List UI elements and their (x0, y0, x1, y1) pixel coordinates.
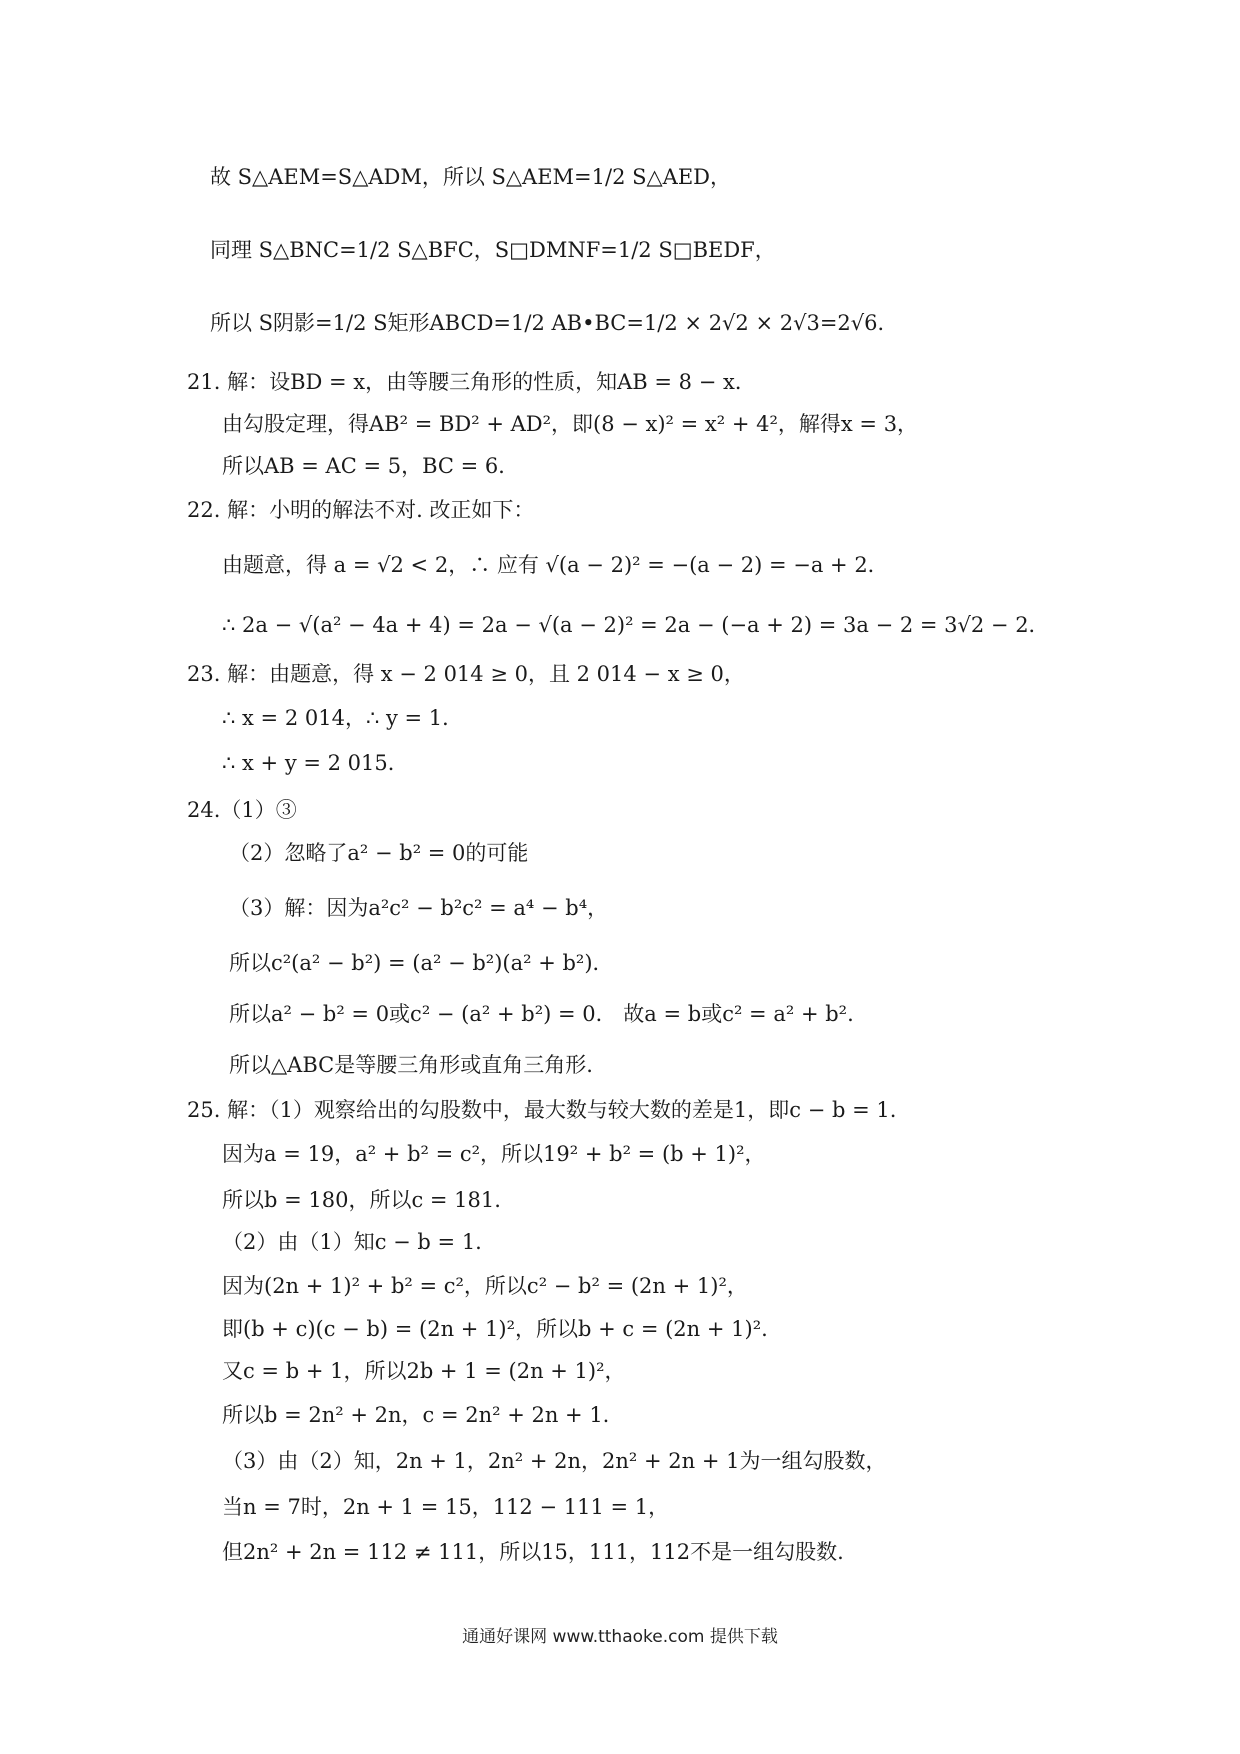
text-line: 所以 S阴影=1/2 S矩形ABCD=1/2 AB•BC=1/2 × 2√2 × 2√3=2√6． (210, 311, 899, 335)
page-footer: 通通好课网 www.tthaoke.com 提供下载 (462, 1627, 778, 1647)
text-line: 所以AB = AC = 5，BC = 6． (222, 454, 520, 478)
text-line: 由题意，得 a = √2 < 2，∴ 应有 √(a − 2)² = −(a − 2) = −a + 2． (222, 553, 889, 577)
question-21-line: 21. 解：设BD = x，由等腰三角形的性质，知AB = 8 − x． (187, 370, 756, 394)
text-line: ∴ x + y = 2 015． (222, 751, 409, 775)
question-25-line: 25. 解：（1）观察给出的勾股数中，最大数与较大数的差是1，即c − b = 1. (187, 1098, 897, 1122)
text-line: 所以△ABC是等腰三角形或直角三角形. (229, 1053, 593, 1077)
question-24-line: 24.（1）③ (187, 798, 297, 822)
text-line: （2）忽略了a² − b² = 0的可能 (229, 841, 529, 865)
text-line: 同理 S△BNC=1/2 S△BFC，S□DMNF=1/2 S□BEDF， (210, 238, 776, 262)
text-line: 所以b = 180，所以c = 181. (222, 1188, 501, 1212)
text-line: （3）解：因为a²c² − b²c² = a⁴ − b⁴， (229, 896, 609, 920)
text-line: 又c = b + 1，所以2b + 1 = (2n + 1)²， (222, 1359, 626, 1383)
text-line: 但2n² + 2n = 112 ≠ 111，所以15，111，112不是一组勾股数. (222, 1540, 844, 1564)
text-line: ∴ x = 2 014，∴ y = 1． (222, 706, 464, 730)
text-line: （3）由（2）知，2n + 1，2n² + 2n，2n² + 2n + 1为一组勾股数， (222, 1449, 887, 1473)
text-line: （2）由（1）知c − b = 1. (222, 1230, 482, 1254)
text-line: 所以b = 2n² + 2n，c = 2n² + 2n + 1. (222, 1403, 610, 1427)
text-line: 因为a = 19，a² + b² = c²，所以19² + b² = (b + 1)²， (222, 1142, 766, 1166)
text-line: 因为(2n + 1)² + b² = c²，所以c² − b² = (2n + 1)²， (222, 1274, 748, 1298)
text-line: 即(b + c)(c − b) = (2n + 1)²，所以b + c = (2n + 1)². (222, 1317, 768, 1341)
question-22-line: 22. 解：小明的解法不对. 改正如下： (187, 498, 535, 522)
text-line: ∴ 2a − √(a² − 4a + 4) = 2a − √(a − 2)² = 2a − (−a + 2) = 3a − 2 = 3√2 − 2． (222, 613, 1050, 637)
text-line: 故 S△AEM=S△ADM，所以 S△AEM=1/2 S△AED， (210, 165, 731, 189)
text-line: 所以a² − b² = 0或c² − (a² + b²) = 0． 故a = b或c² = a² + b². (229, 1002, 854, 1026)
question-23-line: 23. 解：由题意，得 x − 2 014 ≥ 0，且 2 014 − x ≥ 0， (187, 662, 745, 686)
text-line: 当n = 7时，2n + 1 = 15，112 − 111 = 1， (222, 1495, 670, 1519)
text-line: 所以c²(a² − b²) = (a² − b²)(a² + b²)． (229, 951, 614, 975)
text-line: 由勾股定理，得AB² = BD² + AD²，即(8 − x)² = x² + 4²，解得x = 3， (222, 412, 919, 436)
